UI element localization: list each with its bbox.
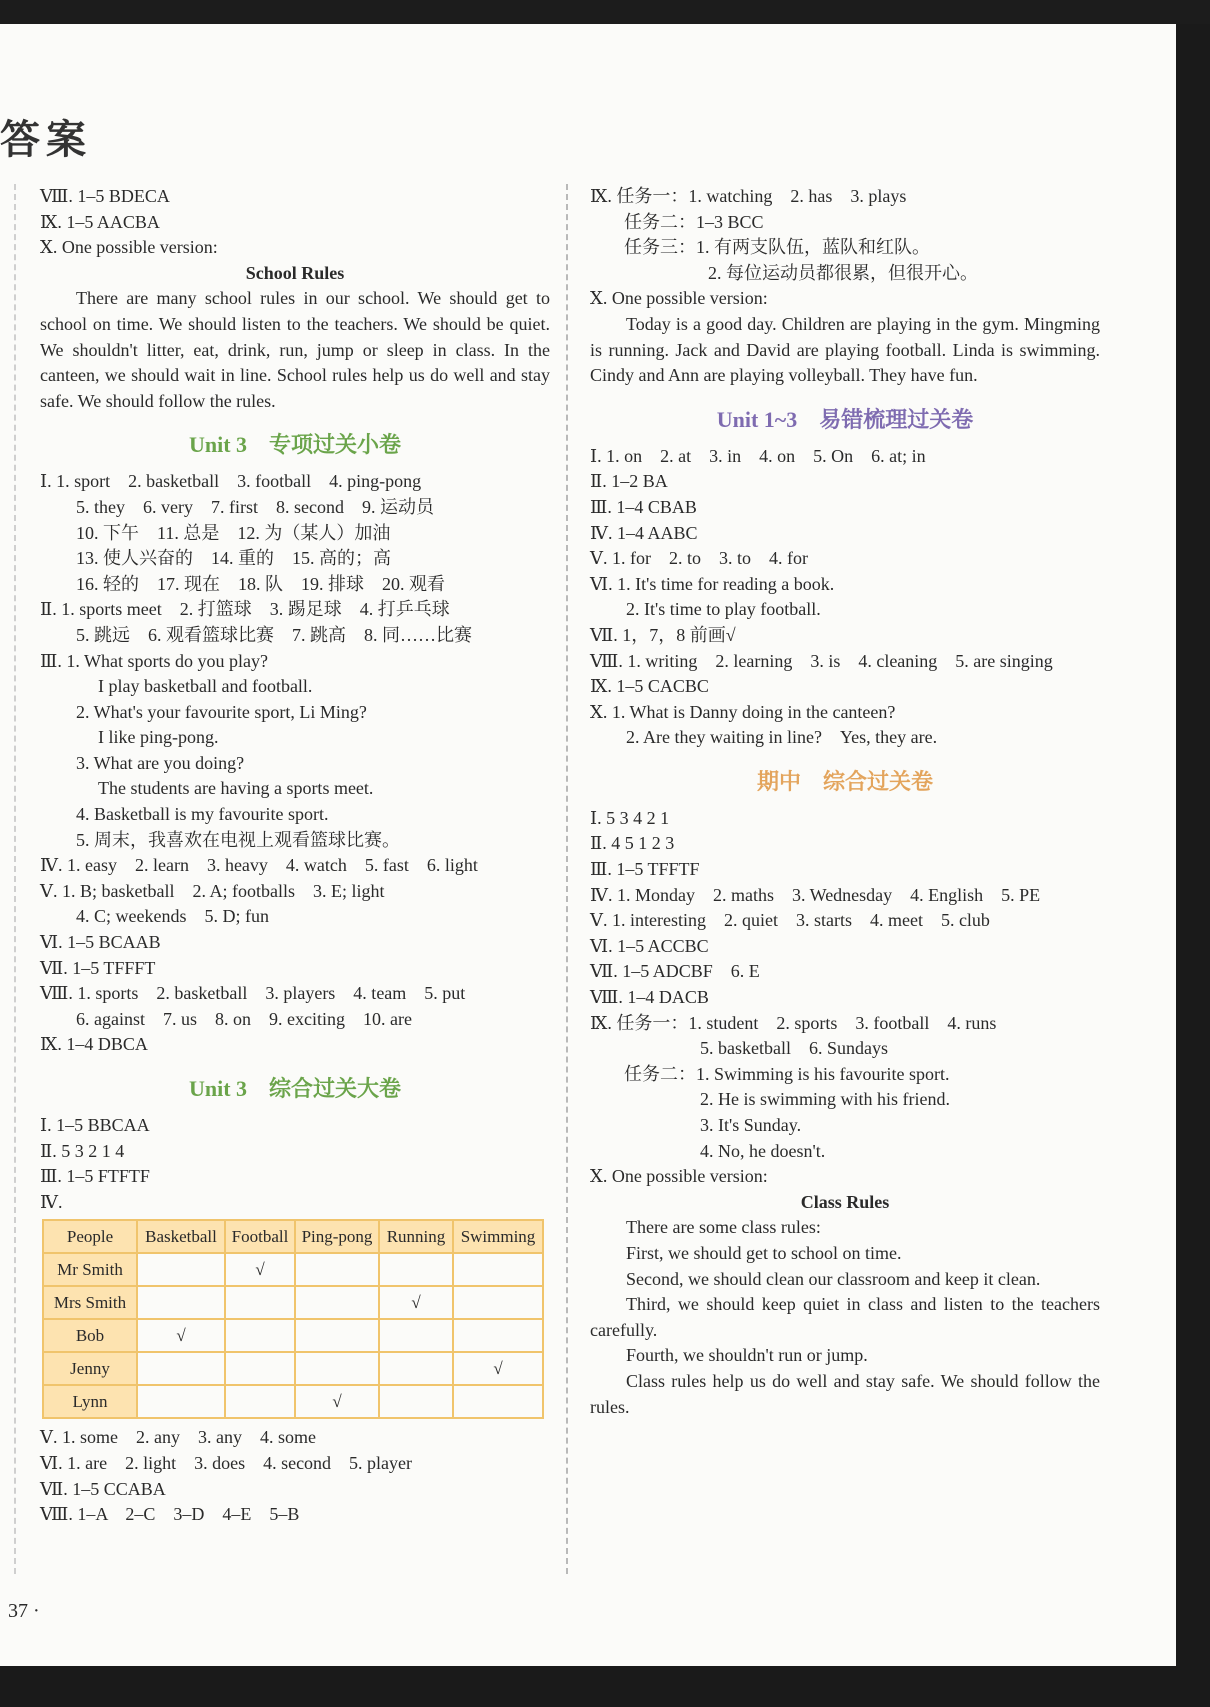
answer-line: 任务二：1–3 BCC	[624, 211, 764, 232]
column-divider	[566, 184, 568, 1574]
table-cell	[453, 1253, 543, 1286]
table-header-cell: Running	[379, 1220, 453, 1253]
answer-line: Ⅳ. 1–4 AABC	[590, 522, 698, 543]
table-cell	[295, 1286, 379, 1319]
answer-line: Ⅴ. 1. interesting 2. quiet 3. starts 4. meet 5. club	[590, 910, 990, 931]
table-cell	[379, 1319, 453, 1352]
answer-line: 5. basketball 6. Sundays	[700, 1038, 888, 1059]
answer-line: 任务二：1. Swimming is his favourite sport.	[624, 1063, 950, 1084]
answer-line: Ⅸ. 任务一：1. student 2. sports 3. football 4. runs	[590, 1012, 997, 1033]
table-cell: Jenny	[43, 1352, 137, 1385]
essay-paragraph: Fourth, we shouldn't run or jump.	[626, 1345, 868, 1366]
essay-paragraph: Class rules help us do well and stay safe. We should follow the rules.	[590, 1370, 1100, 1417]
answer-line: 4. C; weekends 5. D; fun	[76, 906, 269, 927]
answer-line: Ⅶ. 1，7，8 前画√	[590, 624, 736, 645]
table-cell: √	[225, 1253, 295, 1286]
answer-line: 13. 使人兴奋的 14. 重的 15. 高的；高	[76, 548, 391, 569]
essay-paragraph: Second, we should clean our classroom and keep it clean.	[626, 1268, 1041, 1289]
answer-line: 2. It's time to play football.	[626, 599, 821, 620]
answer-line: Ⅲ. 1. What sports do you play?	[40, 650, 268, 671]
answer-line: 2. 每位运动员都很累，但很开心。	[708, 262, 978, 283]
answer-line: Ⅸ. 1–4 DBCA	[40, 1034, 148, 1055]
answer-line: Ⅹ. One possible version:	[40, 237, 218, 258]
answer-line: Ⅹ. One possible version:	[590, 288, 768, 309]
answer-line: I like ping-pong.	[98, 727, 219, 748]
answer-line: Ⅷ. 1–A 2–C 3–D 4–E 5–B	[40, 1504, 300, 1525]
answer-line: 4. No, he doesn't.	[700, 1140, 826, 1161]
section-title: 期中 综合过关卷	[756, 768, 933, 794]
answer-line: 5. 周末，我喜欢在电视上观看篮球比赛。	[76, 829, 400, 850]
answer-line: Ⅲ. 1–4 CBAB	[590, 496, 697, 517]
answer-line: 5. they 6. very 7. first 8. second 9. 运动员	[76, 496, 434, 517]
table-cell	[225, 1385, 295, 1418]
table-cell	[379, 1385, 453, 1418]
answer-line: Ⅷ. 1–4 DACB	[590, 987, 709, 1008]
answer-line: Ⅴ. 1. for 2. to 3. to 4. for	[590, 548, 808, 569]
table-cell: Lynn	[43, 1385, 137, 1418]
section-title: Unit 3 综合过关大卷	[188, 1076, 402, 1101]
answer-line: Ⅵ. 1. It's time for reading a book.	[590, 573, 835, 594]
left-margin-rule	[14, 184, 16, 1574]
answer-line: Ⅱ. 1–2 BA	[590, 471, 668, 492]
table-cell	[225, 1286, 295, 1319]
answer-line: Ⅸ. 1–5 AACBA	[40, 211, 160, 232]
answer-line: 3. It's Sunday.	[700, 1115, 802, 1135]
table-row	[43, 1319, 543, 1352]
section-title: Unit 3 专项过关小卷	[188, 432, 402, 458]
essay-text: There are many school rules in our school. We should get to school on time. We should listen to the teachers. We should be quiet. We shouldn't litter, eat, drink, run, jump or sleep in class. In the canteen, we should wait in line. School rules help us do well and stay safe. We should follow the rules.	[40, 288, 550, 411]
table-cell	[453, 1319, 543, 1352]
left-column	[40, 184, 550, 1528]
table-header-cell: Swimming	[453, 1220, 543, 1253]
table-cell	[379, 1253, 453, 1286]
answer-line: 16. 轻的 17. 现在 18. 队 19. 排球 20. 观看	[76, 573, 445, 594]
answer-line: 3. What are you doing?	[76, 752, 245, 773]
answer-line: Ⅰ. 1–5 BBCAA	[40, 1115, 150, 1135]
answer-line: 2. Are they waiting in line? Yes, they are.	[626, 727, 938, 748]
answer-line: Ⅹ. One possible version:	[590, 1166, 768, 1187]
essay-title: School Rules	[245, 262, 345, 283]
essay-paragraph: First, we should get to school on time.	[626, 1242, 902, 1263]
answer-line: Ⅵ. 1–5 ACCBC	[590, 935, 709, 956]
table-cell	[225, 1352, 295, 1385]
table-cell	[295, 1253, 379, 1286]
answer-line: Ⅰ. 1. sport 2. basketball 3. football 4. ping-pong	[40, 471, 422, 492]
answer-line: Ⅸ. 任务一：1. watching 2. has 3. plays	[590, 186, 907, 206]
essay-paragraph: There are some class rules:	[626, 1217, 821, 1238]
answer-line: 2. What's your favourite sport, Li Ming?	[76, 701, 367, 722]
answer-line: Ⅷ. 1. writing 2. learning 3. is 4. cleaning 5. are singing	[590, 650, 1053, 671]
table-cell	[137, 1253, 225, 1286]
table-header-cell: People	[43, 1220, 137, 1253]
table-cell: Mrs Smith	[43, 1286, 137, 1319]
answer-line: 6. against 7. us 8. on 9. exciting 10. are	[76, 1008, 412, 1029]
table-cell	[137, 1385, 225, 1418]
table-row	[43, 1385, 543, 1418]
table-header-cell: Basketball	[137, 1220, 225, 1253]
section-title: Unit 1~3 易错梳理过关卷	[716, 406, 974, 432]
table-cell	[137, 1352, 225, 1385]
table-cell: √	[137, 1319, 225, 1352]
table-cell: Bob	[43, 1319, 137, 1352]
table-header-cell: Football	[225, 1220, 295, 1253]
table-cell: √	[379, 1286, 453, 1319]
table-row	[43, 1253, 543, 1286]
answer-line: Ⅶ. 1–5 CCABA	[40, 1478, 166, 1499]
answer-line: Ⅷ. 1–5 BDECA	[40, 186, 170, 206]
page-number: 37 ·	[8, 1600, 40, 1622]
answer-line: 2. He is swimming with his friend.	[700, 1089, 950, 1110]
answer-line: Ⅸ. 1–5 CACBC	[590, 676, 709, 697]
answer-line: Ⅰ. 1. on 2. at 3. in 4. on 5. On 6. at; in	[590, 445, 926, 466]
table-header-row	[43, 1220, 543, 1253]
table-cell	[295, 1319, 379, 1352]
answer-line: Ⅱ. 4 5 1 2 3	[590, 833, 675, 854]
answer-line: Ⅷ. 1. sports 2. basketball 3. players 4. team 5. put	[40, 983, 466, 1004]
answer-line: Ⅶ. 1–5 TFFFT	[40, 957, 156, 978]
table-cell: Mr Smith	[43, 1253, 137, 1286]
table-cell: √	[295, 1385, 379, 1418]
answer-line: Ⅱ. 5 3 2 1 4	[40, 1140, 125, 1161]
answer-line: The students are having a sports meet.	[98, 778, 374, 799]
essay-text: Today is a good day. Children are playing in the gym. Mingming is running. Jack and David are playing football. Linda is swimming. Cindy and Ann are playing volleyball. They have fun.	[590, 313, 1100, 386]
table-row	[43, 1286, 543, 1319]
answer-line: 10. 下午 11. 总是 12. 为（某人）加油	[76, 522, 391, 543]
table-row	[43, 1352, 543, 1385]
answer-line: Ⅴ. 1. B; basketball 2. A; footballs 3. E; light	[40, 880, 385, 901]
table-cell	[453, 1385, 543, 1418]
sports-table	[42, 1219, 544, 1419]
answer-line: Ⅶ. 1–5 ADCBF 6. E	[590, 961, 760, 982]
answer-line: 5. 跳远 6. 观看篮球比赛 7. 跳高 8. 同……比赛	[76, 624, 472, 645]
answer-line: I play basketball and football.	[98, 676, 313, 697]
right-column	[590, 184, 1100, 1420]
top-dark-edge	[0, 0, 1210, 24]
answer-line: Ⅳ.	[40, 1191, 63, 1212]
answer-line: Ⅱ. 1. sports meet 2. 打篮球 3. 踢足球 4. 打乒乓球	[40, 599, 450, 620]
answer-line: Ⅴ. 1. some 2. any 3. any 4. some	[40, 1427, 316, 1448]
table-cell: √	[453, 1352, 543, 1385]
page-header: 答案	[0, 116, 92, 163]
essay-title: Class Rules	[800, 1191, 890, 1212]
answer-line: Ⅵ. 1–5 BCAAB	[40, 932, 161, 953]
answer-line: Ⅰ. 5 3 4 2 1	[590, 807, 670, 828]
answer-line: 任务三：1. 有两支队伍，蓝队和红队。	[624, 237, 930, 258]
answer-line: Ⅳ. 1. Monday 2. maths 3. Wednesday 4. English 5. PE	[590, 884, 1041, 905]
table-cell	[379, 1352, 453, 1385]
table-header-cell: Ping-pong	[295, 1220, 379, 1253]
essay-paragraph: Third, we should keep quiet in class and listen to the teachers carefully.	[590, 1294, 1100, 1340]
table-cell	[225, 1319, 295, 1352]
table-cell	[137, 1286, 225, 1319]
answer-line: Ⅲ. 1–5 TFFTF	[590, 859, 700, 880]
table-cell	[295, 1352, 379, 1385]
answer-line: 4. Basketball is my favourite sport.	[76, 804, 329, 825]
table-cell	[453, 1286, 543, 1319]
answer-line: Ⅲ. 1–5 FTFTF	[40, 1166, 150, 1187]
answer-line: Ⅳ. 1. easy 2. learn 3. heavy 4. watch 5. fast 6. light	[40, 855, 478, 876]
answer-line: Ⅵ. 1. are 2. light 3. does 4. second 5. player	[40, 1452, 413, 1473]
answer-line: Ⅹ. 1. What is Danny doing in the canteen?	[590, 701, 896, 722]
